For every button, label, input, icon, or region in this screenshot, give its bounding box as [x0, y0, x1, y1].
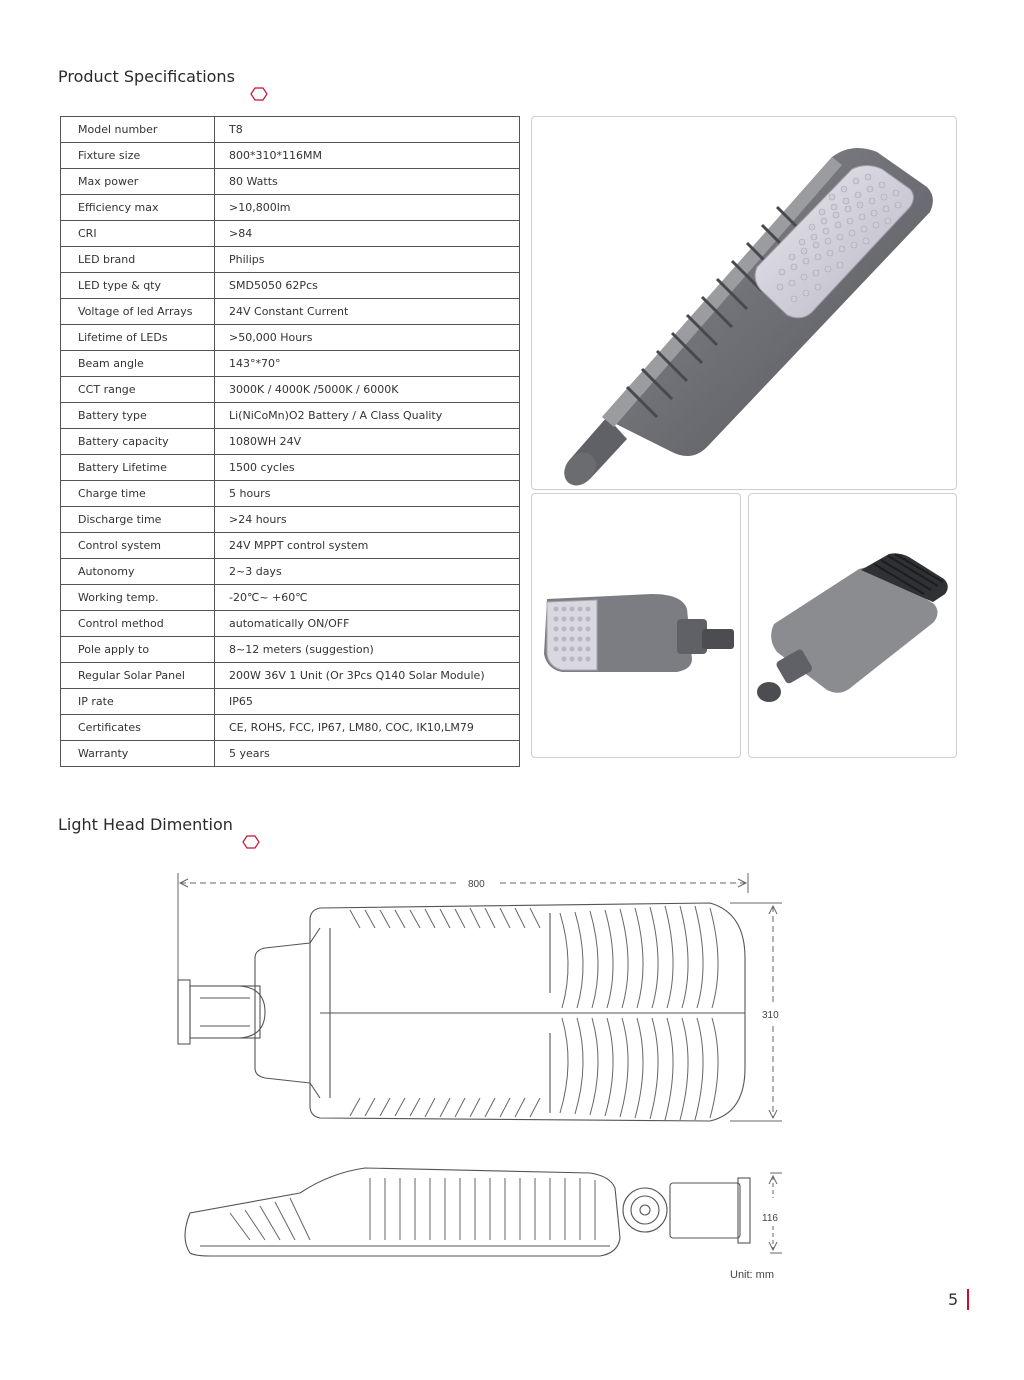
spec-label: CCT range	[61, 377, 215, 403]
spec-label: LED brand	[61, 247, 215, 273]
product-photo-front	[531, 493, 741, 758]
spec-label: Regular Solar Panel	[61, 663, 215, 689]
spec-label: CRI	[61, 221, 215, 247]
spec-label: Fixture size	[61, 143, 215, 169]
spec-value: >50,000 Hours	[215, 325, 520, 351]
spec-label: Model number	[61, 117, 215, 143]
spec-row	[61, 325, 520, 351]
spec-value: Philips	[215, 247, 520, 273]
spec-row	[61, 637, 520, 663]
spec-value: 80 Watts	[215, 169, 520, 195]
spec-value: 5 hours	[215, 481, 520, 507]
spec-value: IP65	[215, 689, 520, 715]
spec-label: Pole apply to	[61, 637, 215, 663]
spec-value: 24V Constant Current	[215, 299, 520, 325]
spec-label: Beam angle	[61, 351, 215, 377]
spec-value: 1080WH 24V	[215, 429, 520, 455]
spec-row	[61, 559, 520, 585]
spec-label: Control method	[61, 611, 215, 637]
spec-label: Discharge time	[61, 507, 215, 533]
spec-row	[61, 533, 520, 559]
spec-row	[61, 247, 520, 273]
spec-value: 1500 cycles	[215, 455, 520, 481]
spec-value: >10,800lm	[215, 195, 520, 221]
spec-label: Efficiency max	[61, 195, 215, 221]
spec-value: T8	[215, 117, 520, 143]
specs-section-title: Product Specifications	[58, 67, 235, 86]
spec-label: Battery type	[61, 403, 215, 429]
spec-label: Voltage of led Arrays	[61, 299, 215, 325]
dimension-length: 800	[468, 879, 485, 890]
spec-label: Working temp.	[61, 585, 215, 611]
spec-row	[61, 273, 520, 299]
spec-row	[61, 221, 520, 247]
specs-title-rule	[58, 87, 268, 101]
spec-value: 2~3 days	[215, 559, 520, 585]
spec-value: >84	[215, 221, 520, 247]
spec-row	[61, 663, 520, 689]
spec-label: Certificates	[61, 715, 215, 741]
dimension-section-title: Light Head Dimention	[58, 815, 233, 834]
spec-value: Li(NiCoMn)O2 Battery / A Class Quality	[215, 403, 520, 429]
spec-row	[61, 715, 520, 741]
spec-value: 800*310*116MM	[215, 143, 520, 169]
spec-value: -20℃~ +60℃	[215, 585, 520, 611]
spec-row	[61, 377, 520, 403]
spec-value: SMD5050 62Pcs	[215, 273, 520, 299]
spec-row	[61, 143, 520, 169]
spec-row	[61, 689, 520, 715]
spec-value: 3000K / 4000K /5000K / 6000K	[215, 377, 520, 403]
spec-label: Autonomy	[61, 559, 215, 585]
spec-row	[61, 481, 520, 507]
dimension-height: 116	[762, 1213, 778, 1224]
page-number-bar	[967, 1289, 969, 1310]
spec-value: 143°*70°	[215, 351, 520, 377]
spec-label: Charge time	[61, 481, 215, 507]
spec-value: 5 years	[215, 741, 520, 767]
spec-row	[61, 455, 520, 481]
spec-row	[61, 117, 520, 143]
spec-value: 200W 36V 1 Unit (Or 3Pcs Q140 Solar Module)	[215, 663, 520, 689]
spec-row	[61, 741, 520, 767]
spec-label: Warranty	[61, 741, 215, 767]
spec-table	[60, 116, 520, 767]
spec-row	[61, 611, 520, 637]
spec-row	[61, 403, 520, 429]
spec-label: IP rate	[61, 689, 215, 715]
spec-value: CE, ROHS, FCC, IP67, LM80, COC, IK10,LM79	[215, 715, 520, 741]
spec-label: Max power	[61, 169, 215, 195]
spec-row	[61, 507, 520, 533]
spec-label: LED type & qty	[61, 273, 215, 299]
spec-label: Control system	[61, 533, 215, 559]
spec-row	[61, 585, 520, 611]
spec-label: Lifetime of LEDs	[61, 325, 215, 351]
spec-label: Battery capacity	[61, 429, 215, 455]
spec-value: >24 hours	[215, 507, 520, 533]
product-photo-back	[748, 493, 957, 758]
spec-row	[61, 429, 520, 455]
dimension-drawing	[170, 868, 790, 1288]
page-number: 5	[948, 1290, 959, 1309]
dimension-unit: Unit: mm	[730, 1269, 774, 1281]
spec-row	[61, 351, 520, 377]
spec-row	[61, 169, 520, 195]
spec-value: 8~12 meters (suggestion)	[215, 637, 520, 663]
dimension-width: 310	[762, 1010, 779, 1021]
spec-row	[61, 299, 520, 325]
product-photo-main	[531, 116, 957, 490]
dimension-title-rule	[58, 835, 268, 849]
spec-label: Battery Lifetime	[61, 455, 215, 481]
spec-value: automatically ON/OFF	[215, 611, 520, 637]
spec-row	[61, 195, 520, 221]
spec-value: 24V MPPT control system	[215, 533, 520, 559]
